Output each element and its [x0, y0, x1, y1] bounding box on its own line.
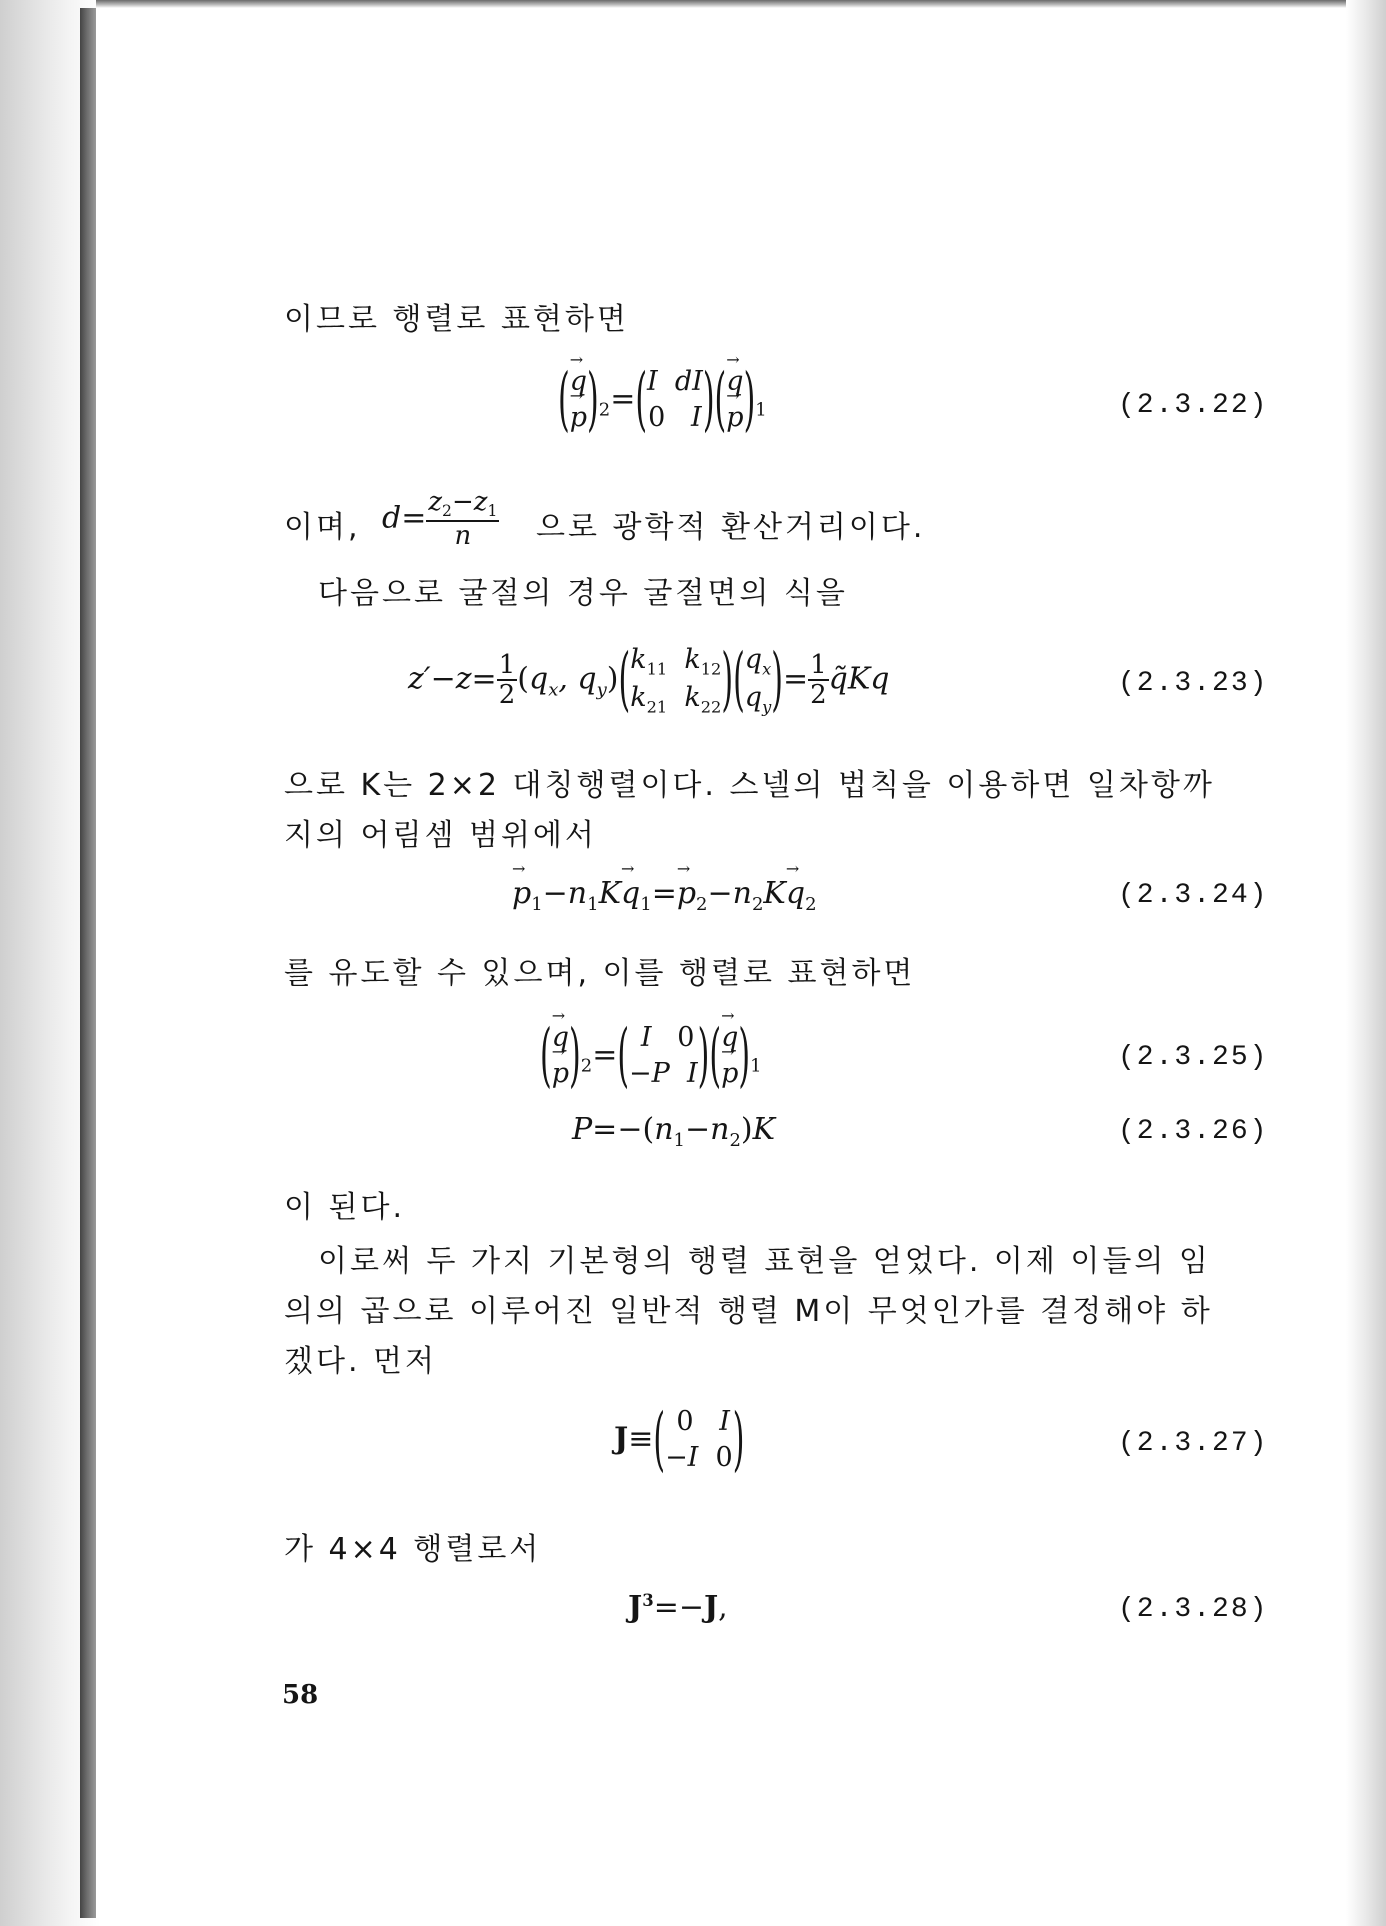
body-text-line: 다음으로 굴절의 경우 굴절면의 식을	[318, 576, 848, 611]
body-text-line: 이로써 두 가지 기본형의 행렬 표현을 얻었다. 이제 이들의 임	[318, 1244, 1211, 1279]
equation-number: (2.3.26)	[1118, 1116, 1269, 1147]
equation-number: (2.3.27)	[1118, 1428, 1269, 1459]
equation-number: (2.3.22)	[1118, 390, 1269, 421]
body-text-line: 지의 어림셈 범위에서	[284, 818, 597, 853]
inline-formula-d: d= $\frac{z_2-z_1}{n}$	[382, 487, 498, 552]
body-text-line: 이며,	[284, 510, 361, 545]
body-text-line: 으로 K는 2×2 대칭행렬이다. 스넬의 법칙을 이용하면 일차항까	[284, 768, 1215, 803]
page-number: 58	[282, 1680, 319, 1710]
equation-2-3-23: z′−z= $\frac{1}{2}$ ($q_x$, $q_y)(k_{11}$ $k_{12}$ $k_{21}$ $k_{22})(q_x$ $q_y)=$ $\frac{1}{2}$ q̃Kq	[408, 640, 890, 721]
equation-2-3-27: J≡( 0 I −I 0)	[614, 1400, 745, 1481]
scan-top-edge	[96, 0, 1346, 8]
equation-number: (2.3.23)	[1118, 668, 1269, 699]
equation-number: (2.3.28)	[1118, 1594, 1269, 1625]
book-spine-shadow	[80, 8, 96, 1918]
equation-number: (2.3.24)	[1118, 880, 1269, 911]
equation-2-3-24: → $p_1-n_1K\to q_1=\to p_2-n_2K\to q_2$	[512, 876, 817, 915]
scan-right-margin	[1346, 0, 1386, 1926]
body-text-line: 이 된다.	[284, 1190, 406, 1225]
body-text-line: 의의 곱으로 이루어진 일반적 행렬 M이 무엇인가를 결정해야 하	[284, 1294, 1213, 1329]
equation-2-3-22: (→ q → $p)_2=(I$ dI 0 I)(→ q → $p)_1$	[558, 364, 767, 437]
equation-number: (2.3.25)	[1118, 1042, 1269, 1073]
body-text-line: 으로 광학적 환산거리이다.	[536, 510, 926, 545]
body-text-line: 이므로 행렬로 표현하면	[284, 302, 629, 337]
body-text-line: 겠다. 먼저	[284, 1344, 437, 1379]
equation-2-3-25: (→ q → $p)_2=$( I 0 −P I)(→ q → $p)_1$	[540, 1020, 762, 1093]
body-text-line: 를 유도할 수 있으며, 이를 행렬로 표현하면	[284, 956, 916, 991]
equation-2-3-28: $J^3=-J$,	[628, 1590, 728, 1625]
body-text-line: 가 4×4 행렬로서	[284, 1532, 542, 1567]
equation-2-3-26: $P=-(n_1-n_2)K$	[572, 1112, 776, 1151]
